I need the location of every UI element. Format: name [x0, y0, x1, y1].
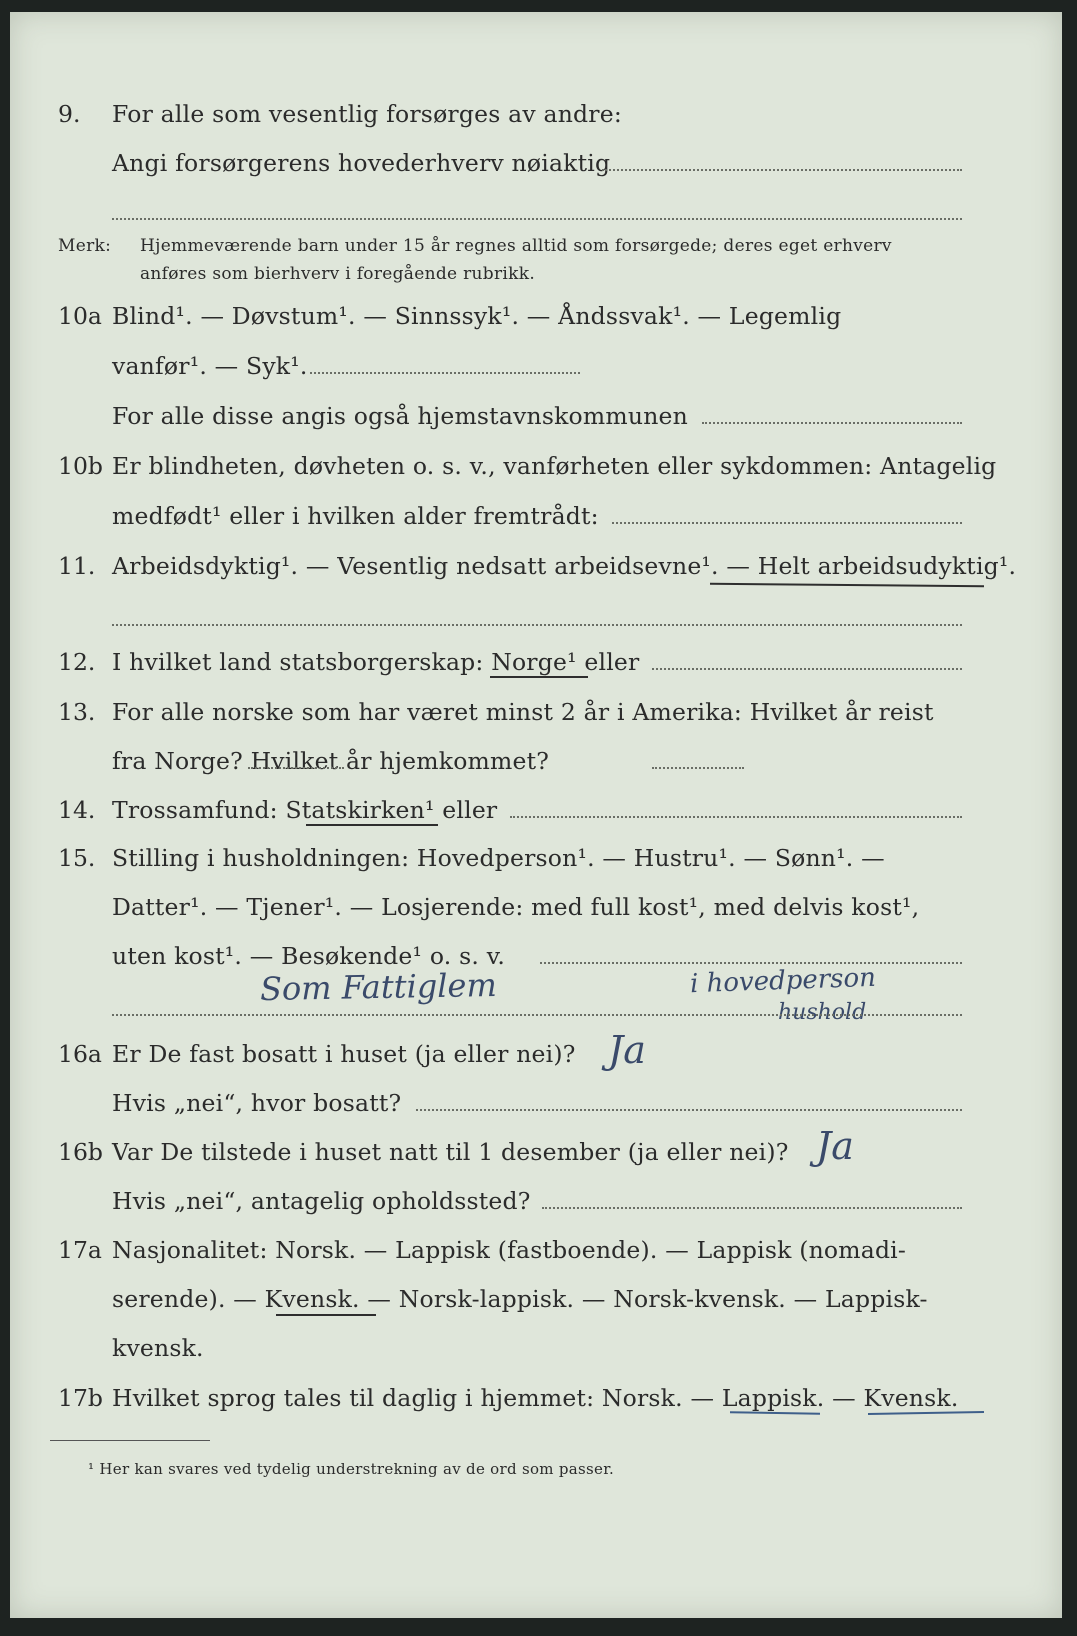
q15-handwritten-answer: Som Fattiglem — [259, 965, 498, 1009]
q16b-line1: Var De tilstede i huset natt til 1 desember (ja eller nei)? — [112, 1138, 789, 1166]
q11-fill-line — [112, 624, 962, 626]
merk-line2: anføres som bierhverv i foregående rubrikk. — [140, 264, 536, 284]
q14-number: 14. — [58, 796, 96, 824]
q11-answer-underline — [710, 583, 984, 587]
q13-number: 13. — [58, 698, 96, 726]
q14-fill-line — [510, 816, 962, 818]
q13-fill-line-1 — [248, 767, 344, 769]
q13-line1: For alle norske som har været minst 2 år i Amerika: Hvilket år reist — [112, 698, 934, 726]
form-sheet — [10, 12, 1062, 1618]
q17b-number: 17b — [58, 1384, 103, 1412]
q9-number: 9. — [58, 100, 81, 128]
footnote: ¹ Her kan svares ved tydelig understrekning av de ord som passer. — [88, 1460, 615, 1478]
q17a-line3: kvensk. — [112, 1334, 204, 1362]
q17a-answer-underline — [276, 1314, 376, 1316]
q13-line2: fra Norge? Hvilket år hjemkommet? — [112, 747, 550, 775]
q12-number: 12. — [58, 648, 96, 676]
q17b-answer-underline — [730, 1411, 820, 1415]
q16b-fill-line — [542, 1207, 962, 1209]
q15-line2: Datter¹. — Tjener¹. — Losjerende: med full kost¹, med delvis kost¹, — [112, 893, 920, 921]
q16b-handwritten-answer: Ja — [816, 1124, 854, 1168]
q12-fill-line — [652, 668, 962, 670]
q15-line3: uten kost¹. — Besøkende¹ o. s. v. — [112, 942, 506, 970]
q17a-line1: Nasjonalitet: Norsk. — Lappisk (fastboende). — Lappisk (nomadi- — [112, 1236, 907, 1264]
q16a-fill-line — [416, 1109, 962, 1111]
q10a-line3: For alle disse angis også hjemstavnskommunen — [112, 402, 688, 430]
q16a-line2: Hvis „nei“, hvor bosatt? — [112, 1089, 402, 1117]
q10b-line1: Er blindheten, døvheten o. s. v., vanførheten eller sykdommen: Antagelig — [112, 452, 997, 480]
q9-fill-line — [602, 169, 962, 171]
q16b-line2: Hvis „nei“, antagelig opholdssted? — [112, 1187, 531, 1215]
q15-fill-line-2 — [112, 1014, 962, 1016]
q17a-number: 17a — [58, 1236, 102, 1264]
q10a-line2: vanfør¹. — Syk¹. — [112, 352, 308, 380]
q10a-number: 10a — [58, 302, 102, 330]
q14-answer-underline — [306, 824, 438, 826]
q15-line1: Stilling i husholdningen: Hovedperson¹. — Hustru¹. — Sønn¹. — — [112, 844, 885, 872]
q10b-number: 10b — [58, 452, 103, 480]
q14-line1: Trossamfund: Statskirken¹ eller — [112, 796, 498, 824]
merk-label: Merk: — [58, 236, 112, 256]
q16a-line1: Er De fast bosatt i huset (ja eller nei)? — [112, 1040, 576, 1068]
q12-answer-underline — [490, 676, 588, 678]
q16a-number: 16a — [58, 1040, 102, 1068]
q10a-line1: Blind¹. — Døvstum¹. — Sinnssyk¹. — Åndssvak¹. — Legemlig — [112, 302, 842, 330]
q12-line1: I hvilket land statsborgerskap: Norge¹ eller — [112, 648, 640, 676]
q9-line2: Angi forsørgerens hovederhverv nøiaktig — [112, 149, 611, 177]
q11-line1: Arbeidsdyktig¹. — Vesentlig nedsatt arbeidsevne¹. — Helt arbeidsudyktig¹. — [112, 552, 1017, 580]
q13-fill-line-2 — [652, 767, 744, 769]
q10a-fill-line — [310, 372, 580, 374]
q9-line1: For alle som vesentlig forsørges av andre: — [112, 100, 622, 128]
q17b-line1: Hvilket sprog tales til daglig i hjemmet: Norsk. — Lappisk. — Kvensk. — [112, 1384, 959, 1412]
q11-number: 11. — [58, 552, 96, 580]
q15-handwritten-answer-2: i hovedperson — [689, 962, 877, 1000]
q15-handwritten-answer-3: hushold — [778, 1000, 867, 1025]
q16a-handwritten-answer: Ja — [608, 1028, 646, 1072]
footnote-divider — [50, 1440, 210, 1441]
q10b-fill-line — [612, 522, 962, 524]
q17a-line2: serende). — Kvensk. — Norsk-lappisk. — Norsk-kvensk. — Lappisk- — [112, 1285, 928, 1313]
q15-fill-line — [540, 962, 962, 964]
q15-number: 15. — [58, 844, 96, 872]
q10a-fill-line-2 — [702, 422, 962, 424]
q9-fill-line-2 — [112, 218, 962, 220]
q10b-line2: medfødt¹ eller i hvilken alder fremtrådt: — [112, 502, 599, 530]
merk-line1: Hjemmeværende barn under 15 år regnes alltid som forsørgede; deres eget erhverv — [140, 236, 892, 256]
q16b-number: 16b — [58, 1138, 103, 1166]
